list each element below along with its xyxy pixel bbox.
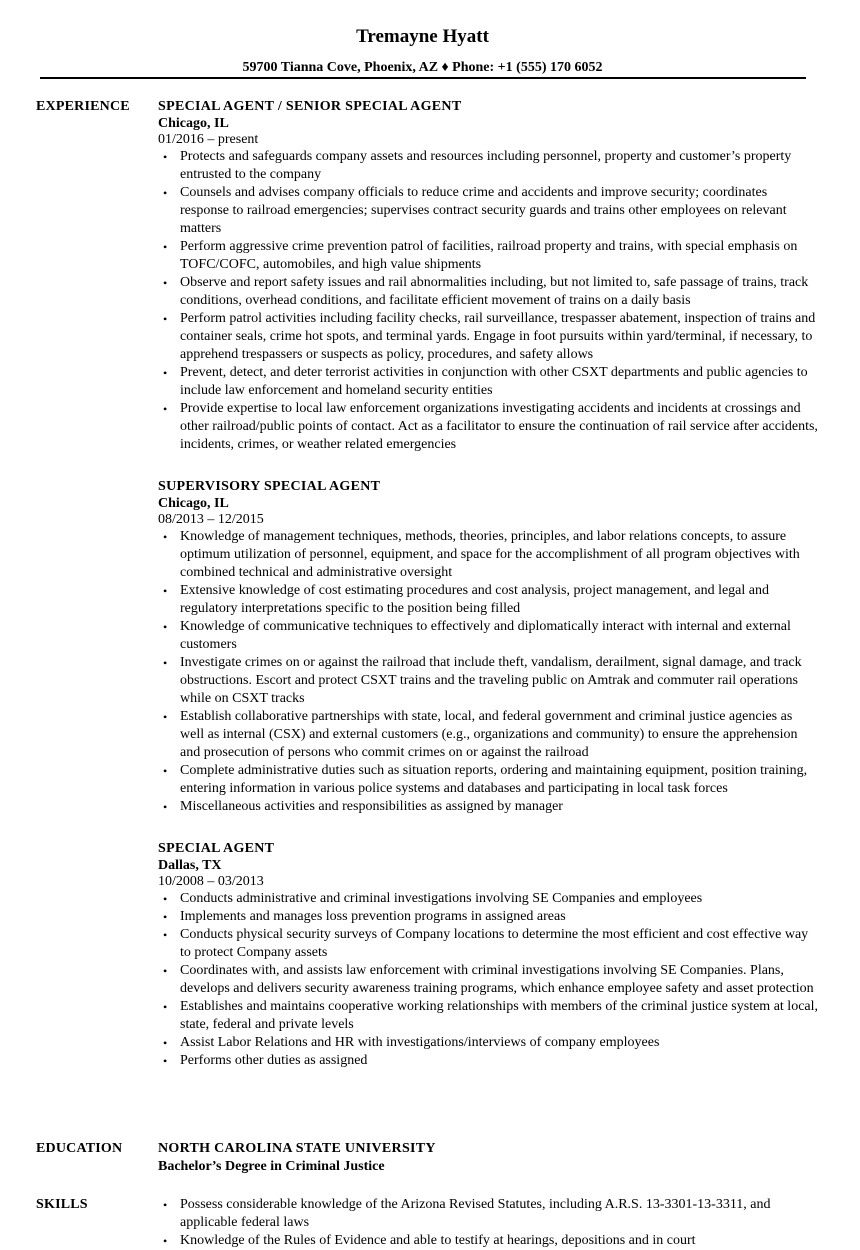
duty-text: Observe and report safety issues and rail abnormalities including, but not limited to, safe passage of trains, track conditions, overhead conditions, and facilitate efficient movement of trains on a daily basis — [180, 275, 809, 308]
duty-text: Coordinates with, and assists law enforcement with criminal investigations involving SE Companies. Plans, develops and delivers security awareness training programs, which enhance employee safety and asset protection — [180, 963, 814, 996]
experience-section — [158, 98, 818, 1070]
header-divider — [40, 77, 806, 79]
skills-list — [158, 1196, 818, 1250]
duty-text: Knowledge of management techniques, methods, theories, principles, and labor relations concepts, to assure optimum utilization of personnel, equipment, and space for the accomplishment of all program objectives with combined technical and administrative oversight — [180, 529, 800, 580]
list-item — [158, 708, 818, 762]
bullet-icon: • — [163, 186, 168, 200]
bullet-icon: • — [163, 1000, 168, 1014]
list-item — [158, 184, 818, 238]
job-entry — [158, 840, 818, 1070]
duty-text: Extensive knowledge of cost estimating procedures and cost analysis, project management, and legal and regulatory interpretations specific to the position being filled — [180, 583, 769, 616]
list-item — [158, 364, 818, 400]
bullet-icon: • — [163, 402, 168, 416]
job-location: Chicago, IL — [158, 116, 229, 131]
duty-text: Counsels and advises company officials to reduce crime and accidents and improve security; coordinates response to railroad emergencies; supervises contract security guards and trains other employees on relevant matters — [180, 185, 787, 236]
job-dates: 01/2016 – present — [158, 132, 259, 147]
list-item — [158, 654, 818, 708]
degree-name: Bachelor’s Degree in Criminal Justice — [158, 1159, 385, 1174]
bullet-icon: • — [163, 584, 168, 598]
bullet-icon: • — [163, 964, 168, 978]
skill-text: Knowledge of the Rules of Evidence and able to testify at hearings, depositions and in court — [180, 1233, 696, 1248]
duty-text: Provide expertise to local law enforcement organizations investigating accidents and incidents at crossings and other railroad/public points of contact. Act as a facilitator to ensure the continuation of rail service after accidents, incidents, crimes, or weather related emergencies — [180, 401, 818, 452]
job-entry — [158, 98, 818, 454]
school-name: NORTH CAROLINA STATE UNIVERSITY — [158, 1141, 436, 1156]
bullet-icon: • — [163, 892, 168, 906]
list-item — [158, 238, 818, 274]
contact-line: 59700 Tianna Cove, Phoenix, AZ ♦ Phone: +1 (555) 170 6052 — [242, 60, 603, 75]
list-item — [158, 1232, 818, 1250]
job-title: SPECIAL AGENT — [158, 841, 275, 856]
list-item — [158, 528, 818, 582]
bullet-icon: • — [163, 240, 168, 254]
bullet-icon: • — [163, 366, 168, 380]
list-item — [158, 890, 818, 908]
education-section — [158, 1140, 818, 1176]
bullet-icon: • — [163, 764, 168, 778]
list-item — [158, 274, 818, 310]
duty-text: Perform patrol activities including facility checks, rail surveillance, trespasser abatement, inspection of trains and container seals, crime hot spots, and terminal yards. Engage in foot pursuits within yard/terminal, if necessary, to apprehend trespassers or suspects as policy, procedures, and safety allows — [180, 311, 816, 362]
duty-text: Establishes and maintains cooperative working relationships with members of the criminal justice system at local, state, federal and private levels — [180, 999, 819, 1032]
skills-section — [158, 1196, 818, 1250]
list-item — [158, 1196, 818, 1232]
job-dates: 10/2008 – 03/2013 — [158, 874, 264, 889]
bullet-icon: • — [163, 1036, 168, 1050]
skill-text: Possess considerable knowledge of the Arizona Revised Statutes, including A.R.S. 13-3301-13-3311, and applicable federal laws — [180, 1197, 771, 1230]
duty-text: Conducts physical security surveys of Company locations to determine the most efficient and cost effective way to protect Company assets — [180, 927, 809, 960]
job-duties-list — [158, 890, 818, 1070]
duty-text: Implements and manages loss prevention programs in assigned areas — [180, 909, 566, 924]
duty-text: Establish collaborative partnerships with state, local, and federal government and criminal justice agencies as well as internal (CSX) and external customers (e.g., organizations and community) to ensure the apprehension and prosecution of persons who commit crimes on or against the railroad — [180, 709, 798, 760]
bullet-icon: • — [163, 620, 168, 634]
list-item — [158, 1034, 818, 1052]
list-item — [158, 998, 818, 1034]
list-item — [158, 798, 818, 816]
list-item — [158, 400, 818, 454]
list-item — [158, 926, 818, 962]
bullet-icon: • — [163, 800, 168, 814]
education-heading: EDUCATION — [36, 1141, 123, 1156]
bullet-icon: • — [163, 656, 168, 670]
list-item — [158, 310, 818, 364]
list-item — [158, 582, 818, 618]
bullet-icon: • — [163, 928, 168, 942]
list-item — [158, 762, 818, 798]
skills-heading: SKILLS — [36, 1197, 88, 1212]
candidate-name: Tremayne Hyatt — [356, 26, 489, 47]
bullet-icon: • — [163, 276, 168, 290]
duty-text: Knowledge of communicative techniques to effectively and diplomatically interact with internal and external customers — [180, 619, 791, 652]
experience-heading: EXPERIENCE — [36, 99, 130, 114]
list-item — [158, 1052, 818, 1070]
duty-text: Complete administrative duties such as situation reports, ordering and maintaining equipment, position training, entering information in various police systems and databases and participating in local task forces — [180, 763, 808, 796]
bullet-icon: • — [163, 1054, 168, 1068]
list-item — [158, 148, 818, 184]
list-item — [158, 618, 818, 654]
job-duties-list — [158, 528, 818, 816]
duty-text: Perform aggressive crime prevention patrol of facilities, railroad property and trains, with special emphasis on TOFC/COFC, automobiles, and high value shipments — [180, 239, 798, 272]
bullet-icon: • — [163, 312, 168, 326]
job-duties-list — [158, 148, 818, 454]
duty-text: Protects and safeguards company assets and resources including personnel, property and customer’s property entrusted to the company — [180, 149, 792, 182]
duty-text: Investigate crimes on or against the railroad that include theft, vandalism, derailment, signal damage, and track obstructions. Escort and protect CSXT trains and the traveling public on Amtrak and commuter rail operations while on CSXT tracks — [180, 655, 802, 706]
list-item — [158, 908, 818, 926]
bullet-icon: • — [163, 1234, 168, 1248]
bullet-icon: • — [163, 1198, 168, 1212]
job-location: Chicago, IL — [158, 496, 229, 511]
job-entry — [158, 478, 818, 816]
job-title: SUPERVISORY SPECIAL AGENT — [158, 479, 381, 494]
duty-text: Conducts administrative and criminal investigations involving SE Companies and employees — [180, 891, 703, 906]
duty-text: Prevent, detect, and deter terrorist activities in conjunction with other CSXT departments and public agencies to include law enforcement and homeland security entities — [180, 365, 808, 398]
bullet-icon: • — [163, 150, 168, 164]
job-location: Dallas, TX — [158, 858, 222, 873]
duty-text: Performs other duties as assigned — [180, 1053, 368, 1068]
job-title: SPECIAL AGENT / SENIOR SPECIAL AGENT — [158, 99, 462, 114]
bullet-icon: • — [163, 530, 168, 544]
bullet-icon: • — [163, 910, 168, 924]
duty-text: Assist Labor Relations and HR with investigations/interviews of company employees — [180, 1035, 660, 1050]
job-dates: 08/2013 – 12/2015 — [158, 512, 264, 527]
list-item — [158, 962, 818, 998]
bullet-icon: • — [163, 710, 168, 724]
duty-text: Miscellaneous activities and responsibilities as assigned by manager — [180, 799, 563, 814]
